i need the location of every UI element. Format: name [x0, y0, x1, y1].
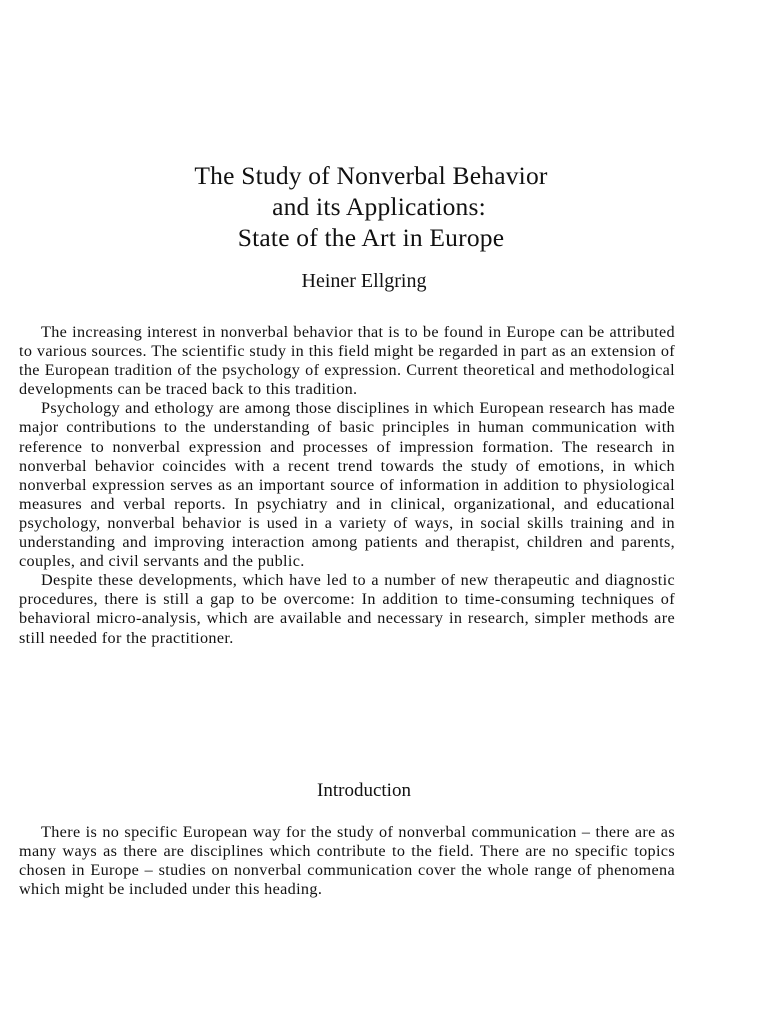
section-heading-introduction: Introduction	[317, 780, 411, 801]
title-line-1: The Study of Nonverbal Behavior	[194, 161, 548, 190]
author-name: Heiner Ellgring	[301, 270, 427, 292]
abstract-paragraph-3: Despite these developments, which have led to a number of new therapeutic and diagnostic procedures, there is still a gap to be overcome: In addition to time-consuming techniques of behavioral micro-analysis, which are available and necessary in research, simpler methods are still needed for the practitioner.	[19, 571, 675, 647]
introduction-paragraph-1: There is no specific European way for the study of nonverbal communication – there are as many ways as there are disciplines which contribute to the field. There are no specific topics chosen in Europe – studies on nonverbal communication cover the whole range of phenomena which might be included under this heading.	[19, 823, 675, 899]
abstract-section	[19, 323, 675, 648]
title-line-3: State of the Art in Europe	[237, 223, 505, 252]
paper-title	[0, 160, 768, 253]
title-line-2: and its Applications:	[272, 192, 486, 221]
introduction-section	[19, 823, 675, 899]
abstract-paragraph-2: Psychology and ethology are among those disciplines in which European research has made major contributions to the understanding of basic principles in human communication with reference to nonverbal expression and processes of impression formation. The research in nonverbal behavior coincides with a recent trend towards the study of emotions, in which nonverbal expression serves as an important source of information in addition to physiological measures and verbal reports. In psychiatry and in clinical, organizational, and educational psychology, nonverbal behavior is used in a variety of ways, in social skills training and in understanding and improving interaction among patients and therapist, children and parents, couples, and civil servants and the public.	[19, 399, 675, 571]
abstract-paragraph-1: The increasing interest in nonverbal behavior that is to be found in Europe can be attributed to various sources. The scientific study in this field might be regarded in part as an extension of the European tradition of the psychology of expression. Current theoretical and methodological developments can be traced back to this tradition.	[19, 323, 675, 399]
